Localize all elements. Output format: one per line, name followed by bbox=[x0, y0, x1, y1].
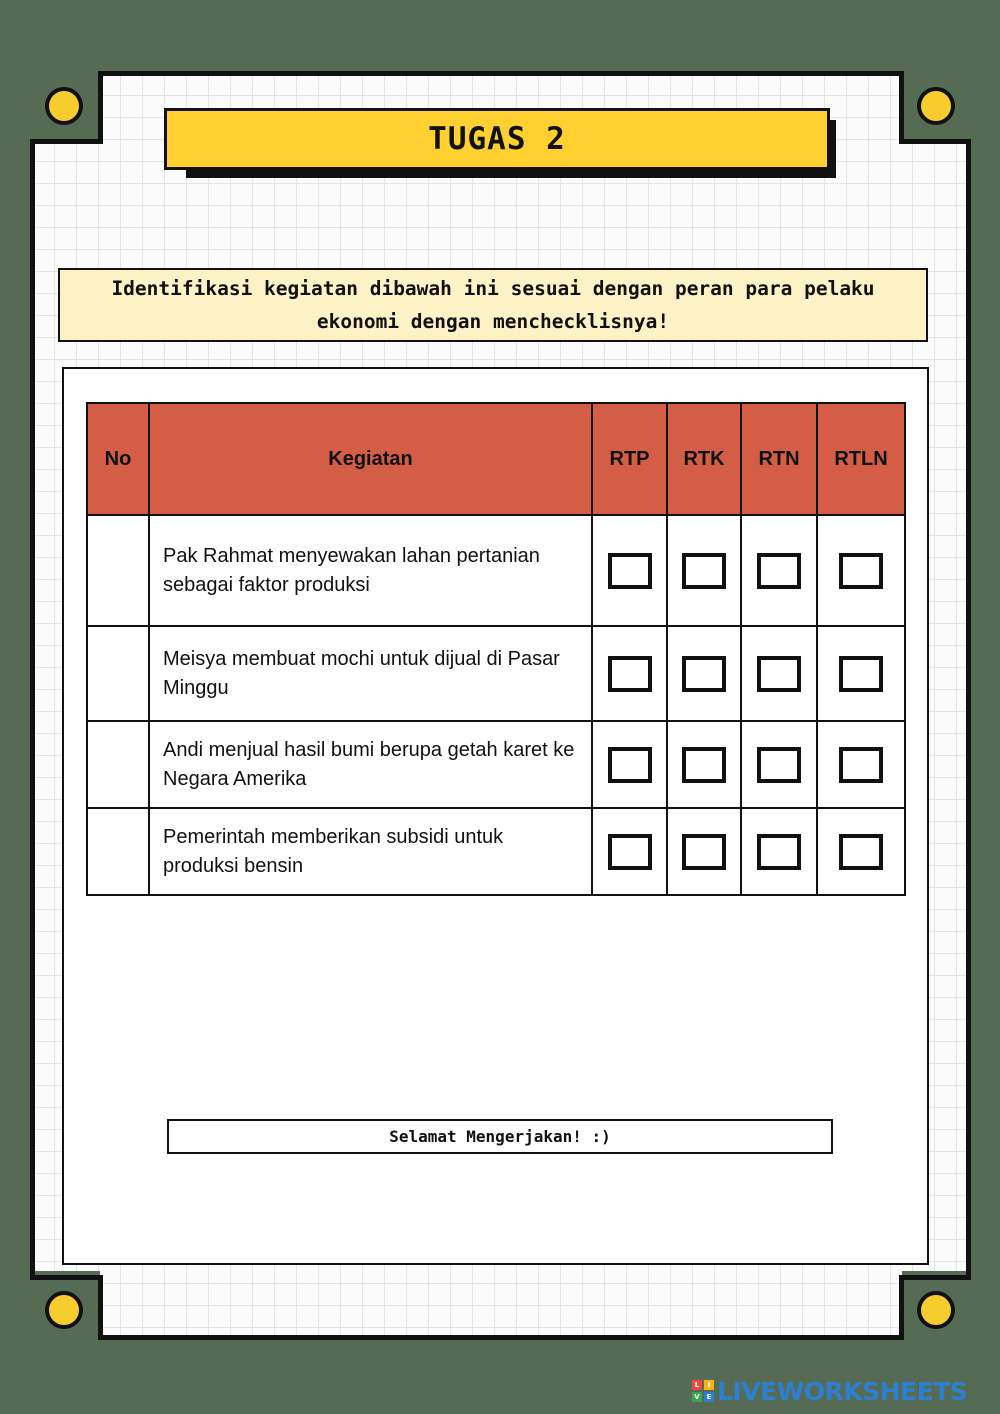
table-row bbox=[87, 721, 905, 808]
liveworksheets-logo-icon bbox=[692, 1380, 714, 1402]
checkbox-rtk[interactable] bbox=[682, 834, 726, 870]
table-row bbox=[87, 626, 905, 721]
rtln-cell bbox=[817, 721, 905, 808]
activity-cell: Andi menjual hasil bumi berupa getah karet ke Negara Amerika bbox=[149, 721, 592, 808]
checkbox-rtp[interactable] bbox=[608, 656, 652, 692]
rtn-cell bbox=[741, 808, 817, 895]
paper-notch-br-h bbox=[899, 1275, 971, 1280]
checkbox-rtk[interactable] bbox=[682, 553, 726, 589]
checkbox-rtn[interactable] bbox=[757, 747, 801, 783]
paper-notch-tr-h bbox=[899, 139, 971, 144]
watermark-text: LIVEWORKSHEETS bbox=[717, 1376, 968, 1406]
paper-border-top bbox=[98, 71, 904, 76]
row-number-cell bbox=[87, 626, 149, 721]
table-row bbox=[87, 808, 905, 895]
checkbox-rtln[interactable] bbox=[839, 834, 883, 870]
logo-letter-e: E bbox=[704, 1392, 714, 1402]
table-header-row bbox=[87, 403, 905, 515]
checkbox-rtp[interactable] bbox=[608, 834, 652, 870]
checkbox-rtn[interactable] bbox=[757, 656, 801, 692]
activity-cell: Pemerintah memberikan subsidi untuk produksi bensin bbox=[149, 808, 592, 895]
closing-message-box bbox=[167, 1119, 833, 1154]
paper-notch-tl-v bbox=[98, 71, 103, 143]
paper-notch-bl-v bbox=[98, 1275, 103, 1340]
rtp-cell bbox=[592, 721, 667, 808]
paper-border-left bbox=[30, 139, 35, 1279]
instructions-text: Identifikasi kegiatan dibawah ini sesuai dengan peran para pelaku ekonomi dengan menchecklisnya! bbox=[111, 277, 875, 333]
rtk-cell bbox=[667, 515, 741, 626]
corner-dot-top-left bbox=[45, 87, 83, 125]
rtp-cell bbox=[592, 626, 667, 721]
row-number-cell bbox=[87, 515, 149, 626]
rtk-cell bbox=[667, 721, 741, 808]
page-title: TUGAS 2 bbox=[164, 108, 830, 170]
checkbox-rtln[interactable] bbox=[839, 747, 883, 783]
paper-notch-bl-h bbox=[30, 1275, 103, 1280]
paper-border-right bbox=[966, 139, 971, 1279]
rtn-cell bbox=[741, 721, 817, 808]
activity-cell: Pak Rahmat menyewakan lahan pertanian sebagai faktor produksi bbox=[149, 515, 592, 626]
corner-dot-bottom-right bbox=[917, 1291, 955, 1329]
header-activity: Kegiatan bbox=[149, 403, 592, 515]
header-rtn: RTN bbox=[741, 403, 817, 515]
paper-notch-br-v bbox=[899, 1275, 904, 1340]
corner-dot-top-right bbox=[917, 87, 955, 125]
checkbox-rtln[interactable] bbox=[839, 656, 883, 692]
rtln-cell bbox=[817, 626, 905, 721]
checkbox-rtk[interactable] bbox=[682, 656, 726, 692]
header-rtln: RTLN bbox=[817, 403, 905, 515]
header-rtp: RTP bbox=[592, 403, 667, 515]
checkbox-rtk[interactable] bbox=[682, 747, 726, 783]
logo-letter-l: L bbox=[692, 1380, 702, 1390]
checkbox-rtp[interactable] bbox=[608, 553, 652, 589]
row-number-cell bbox=[87, 808, 149, 895]
header-rtk: RTK bbox=[667, 403, 741, 515]
instructions-box bbox=[58, 268, 928, 342]
corner-dot-bottom-left bbox=[45, 1291, 83, 1329]
paper-border-bottom bbox=[98, 1335, 904, 1340]
checkbox-rtn[interactable] bbox=[757, 553, 801, 589]
activity-cell: Meisya membuat mochi untuk dijual di Pasar Minggu bbox=[149, 626, 592, 721]
rtln-cell bbox=[817, 515, 905, 626]
closing-message: Selamat Mengerjakan! :) bbox=[389, 1127, 611, 1146]
rtp-cell bbox=[592, 515, 667, 626]
paper-notch-tl-h bbox=[30, 139, 103, 144]
checkbox-rtp[interactable] bbox=[608, 747, 652, 783]
row-number-cell bbox=[87, 721, 149, 808]
table-row bbox=[87, 515, 905, 626]
checkbox-rtln[interactable] bbox=[839, 553, 883, 589]
rtn-cell bbox=[741, 515, 817, 626]
checkbox-rtn[interactable] bbox=[757, 834, 801, 870]
rtn-cell bbox=[741, 626, 817, 721]
rtp-cell bbox=[592, 808, 667, 895]
rtk-cell bbox=[667, 808, 741, 895]
logo-letter-v: V bbox=[692, 1392, 702, 1402]
rtln-cell bbox=[817, 808, 905, 895]
activity-table bbox=[86, 402, 906, 896]
logo-letter-i: I bbox=[704, 1380, 714, 1390]
liveworksheets-watermark bbox=[692, 1376, 967, 1406]
rtk-cell bbox=[667, 626, 741, 721]
header-no: No bbox=[87, 403, 149, 515]
paper-notch-tr-v bbox=[899, 71, 904, 143]
